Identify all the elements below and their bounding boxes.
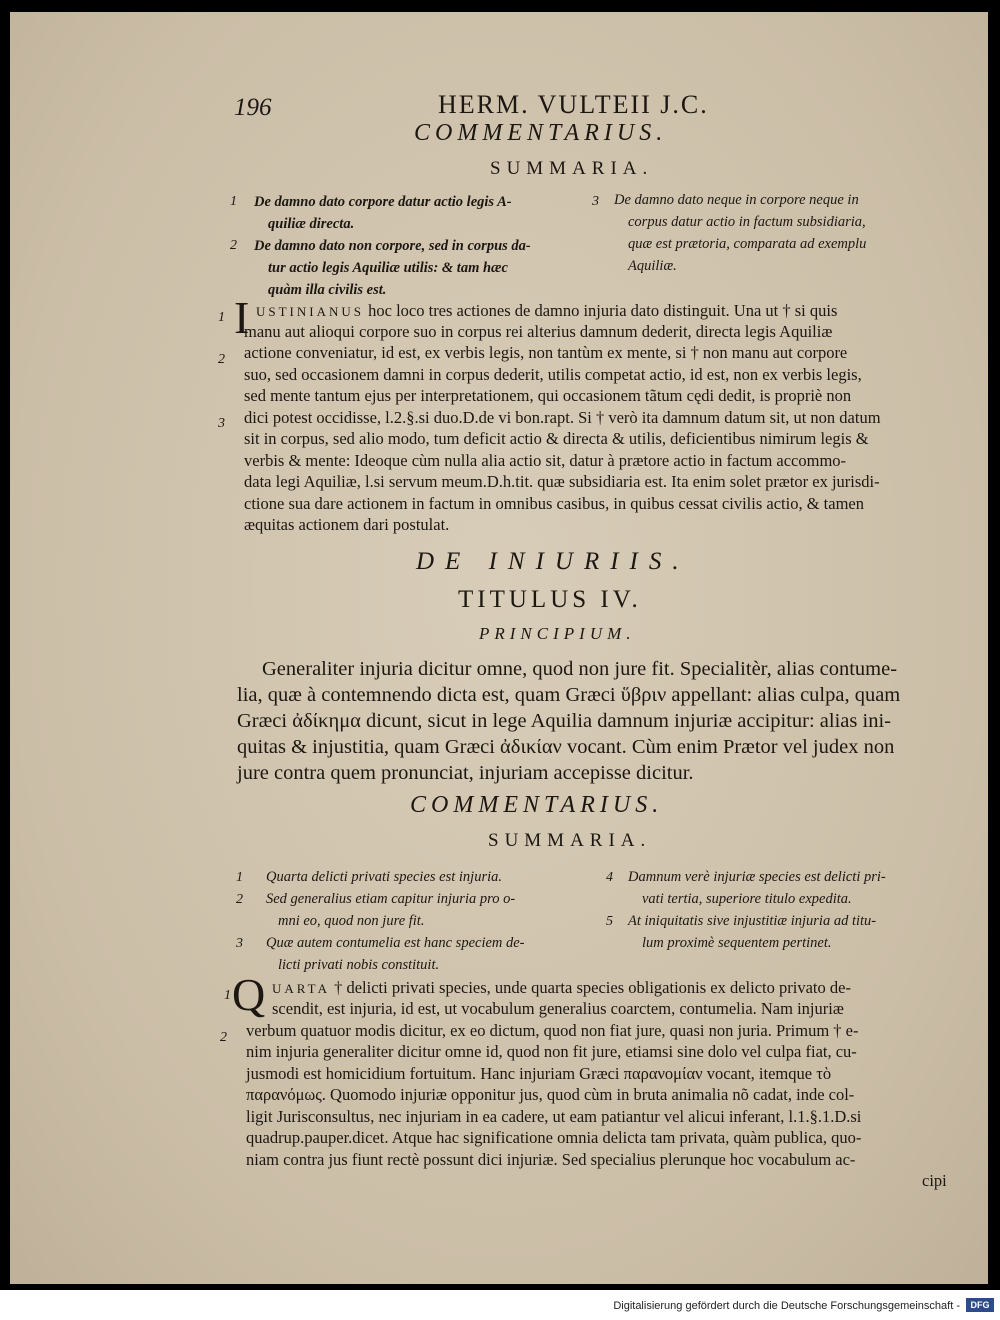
summary-number: 3 (236, 936, 243, 951)
margin-number: 1 (218, 310, 225, 325)
body-line (256, 300, 837, 322)
line-text: † delicti privati species, unde quarta species obligationis ex delicto privato de- (329, 978, 851, 997)
summary-line: De damno dato neque in corpore neque in (614, 192, 859, 208)
body-line: æquitas actionem dari postulat. (244, 515, 450, 534)
body-line: dici potest occidisse, l.2.§.si duo.D.de vi bon.rapt. Si † verò ita damnum datum sit, ut non datum (244, 408, 881, 427)
principium-line: Græci ἀδίκημα dicunt, sicut in lege Aquilia damnum injuriæ accipitur: alias ini- (237, 710, 891, 732)
summary-line: Sed generalius etiam capitur injuria pro o- (266, 891, 516, 907)
principium-line: Generaliter injuria dicitur omne, quod non jure fit. Specialitèr, alias contume- (262, 658, 898, 680)
running-head: HERM. VULTEII J.C. (438, 90, 709, 119)
first-word: UARTA (272, 981, 330, 996)
body-line: sed mente tantum ejus per interpretationem, qui occasionem tãtum cędi dedit, is propriè non (244, 386, 852, 405)
body-line: quadrup.pauper.dicet. Atque hac significatione omnia delicta tam privata, quàm publica, quo- (246, 1128, 862, 1147)
summaria-heading: SUMMARIA. (488, 830, 652, 851)
summary-number: 2 (236, 892, 243, 907)
body-line: actione conveniatur, id est, ex verbis legis, non tantùm ex mente, si † non manu aut corpore (244, 343, 848, 362)
summary-line: Quarta delicti privati species est injuria. (266, 869, 503, 885)
summary-line: Aquiliæ. (628, 258, 677, 274)
summary-line: quæ est prætoria, comparata ad exemplu (628, 236, 867, 252)
summary-line: Damnum verè injuriæ species est delicti pri- (628, 869, 886, 885)
commentarius-heading: COMMENTARIUS. (414, 120, 668, 146)
summary-line: quàm illa civilis est. (268, 282, 387, 298)
body-line: ctione sua dare actionem in factum in omnibus casibus, in quibus cessat civilis actio, & tamen (244, 494, 864, 513)
summary-number: 3 (592, 194, 599, 209)
summary-line: quiliæ directa. (268, 216, 355, 232)
catchword: cipi (922, 1171, 947, 1190)
body-line: verbum quatuor modis dicitur, ex eo dictum, quod non fiat jure, quasi non juria. Primum † e- (246, 1021, 859, 1040)
summary-line: licti privati nobis constituit. (278, 957, 440, 973)
summary-number: 1 (236, 870, 243, 885)
summary-number: 5 (606, 914, 613, 929)
summary-line: De damno dato non corpore, sed in corpus da- (254, 238, 531, 254)
first-word: USTINIANUS (256, 304, 364, 319)
principium-heading: PRINCIPIUM. (479, 624, 636, 643)
book-page (10, 12, 988, 1284)
body-line: niam contra jus fiunt rectè possunt dici injuriæ. Sed specialius plerunque hoc vocabulum ac- (246, 1150, 856, 1169)
footer-credit: Digitalisierung gefördert durch die Deutsche Forschungsgemeinschaft - (613, 1300, 960, 1312)
drop-cap: Q (232, 969, 266, 1020)
margin-number: 1 (224, 988, 231, 1003)
summary-number: 1 (230, 194, 237, 209)
summary-line: At iniquitatis sive injustitiæ injuria ad titu- (628, 913, 877, 929)
summary-line: tur actio legis Aquiliæ utilis: & tam hæc (268, 260, 508, 276)
commentarius-heading: COMMENTARIUS. (410, 792, 664, 818)
summary-line: corpus datur actio in factum subsidiaria, (628, 214, 866, 230)
principium-line: quitas & injustitia, quam Græci ἀδικίαν vocant. Cùm enim Prætor vel judex non (237, 736, 895, 758)
body-line: παρανόμως. Quomodo injuriæ opponitur jus, quod cùm in bruta animalia nõ cadat, inde col- (246, 1085, 855, 1104)
principium-line: jure contra quem pronunciat, injuriam accepisse dicitur. (237, 762, 694, 784)
body-line: jusmodi est homicidium fortuitum. Hanc injuriam Græci παρανομίαν vocant, itemque τὸ (246, 1064, 832, 1083)
summary-number: 4 (606, 870, 613, 885)
body-line (272, 977, 851, 999)
body-line: manu aut alioqui corpore suo in corpus rei alterius damnum dederit, directa legis Aquiliæ (244, 322, 833, 341)
summary-line: Quæ autem contumelia est hanc speciem de- (266, 935, 525, 951)
summary-line: lum proximè sequentem pertinet. (642, 935, 832, 951)
title-de-iniuriis: DE INIURIIS. (416, 548, 690, 575)
body-line: scendit, est injuria, id est, ut vocabulum generalius coarctem, contumelia. Nam injuriæ (272, 999, 844, 1018)
summary-line: vati tertia, superiore titulo expedita. (642, 891, 852, 907)
dfg-logo: DFG (966, 1298, 994, 1312)
margin-number: 2 (220, 1030, 227, 1045)
body-line: data legi Aquiliæ, l.si servum meum.D.h.tit. quæ subsidiaria est. Ita enim solet prætor ex jurisdi- (244, 472, 880, 491)
margin-number: 2 (218, 352, 225, 367)
body-line: nim injuria generaliter dicitur omne id, quod non fit jure, etiamsi sine dolo vel culpa fiat, cu- (246, 1042, 857, 1061)
body-line: suo, sed occasionem damni in corpus dederit, utilis competat actio, id est, non ex verbis legis, (244, 365, 862, 384)
principium-line: lia, quæ à contemnendo dicta est, quam Græci ὕβριν appellant: alias culpa, quam (237, 684, 901, 706)
body-line: sit in corpus, sed alio modo, tum deficit actio & directa & utilis, deficientibus nimirum legis & (244, 429, 869, 448)
line-text: hoc loco tres actiones de damno injuria dato distinguit. Una ut † si quis (364, 301, 838, 320)
summaria-heading: SUMMARIA. (490, 158, 654, 179)
body-line: ligit Jurisconsultus, nec injuriam in ea cadere, ut eam patiantur vel alicui inferant, l.1.§.1.D.si (246, 1107, 862, 1126)
summary-line: mni eo, quod non jure fit. (278, 913, 425, 929)
summary-line: De damno dato corpore datur actio legis A- (254, 194, 512, 210)
drop-cap: I (234, 292, 250, 343)
titulus-heading: TITULUS IV. (458, 586, 642, 613)
footer-bar (0, 1290, 1000, 1320)
margin-number: 3 (218, 416, 225, 431)
body-line: verbis & mente: Ideoque cùm nulla alia actio sit, datur à prætore actio in factum accommo- (244, 451, 847, 470)
summary-number: 2 (230, 238, 237, 253)
page-number: 196 (234, 94, 272, 121)
